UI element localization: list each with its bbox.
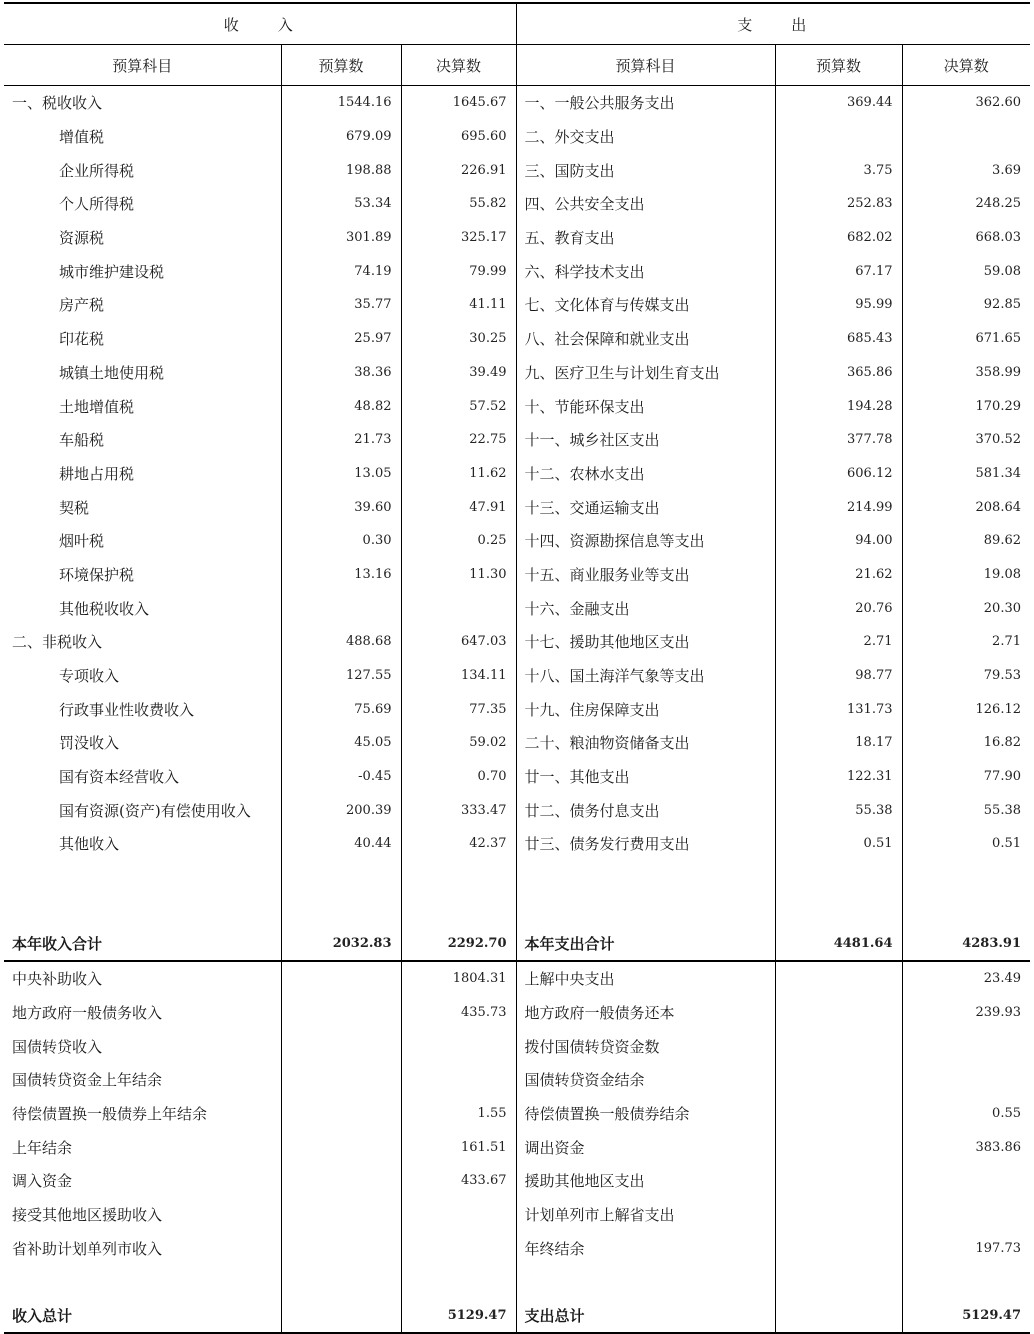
income-item-final: 77.35	[401, 692, 516, 726]
spacer-row	[4, 1265, 1030, 1299]
expense-item-budget: 214.99	[775, 490, 902, 524]
expense-item-final: 19.08	[902, 558, 1030, 592]
table-row	[4, 726, 1030, 760]
expense-item-final: 248.25	[902, 187, 1030, 221]
income-item-label: 二、非税收入	[12, 633, 103, 652]
transfer-income-budget	[281, 1029, 401, 1063]
income-item-budget: -0.45	[281, 760, 401, 794]
transfer-expense-label: 国债转贷资金结余	[516, 1063, 775, 1097]
table-row	[4, 457, 1030, 491]
expense-item-final: 79.53	[902, 659, 1030, 693]
expense-item-final: 77.90	[902, 760, 1030, 794]
income-item-label: 城市维护建设税	[59, 262, 165, 281]
table-row	[4, 591, 1030, 625]
income-item-final: 333.47	[401, 793, 516, 827]
income-item-label: 个人所得税	[59, 195, 135, 214]
expense-item-label: 二十、粮油物资储备支出	[516, 726, 775, 760]
transfer-expense-budget	[775, 1198, 902, 1232]
expense-year-total-budget: 4481.64	[775, 927, 902, 961]
income-item-budget: 200.39	[281, 793, 401, 827]
table-row	[4, 625, 1030, 659]
table-row	[4, 86, 1030, 120]
income-section-header: 收 入	[4, 3, 516, 45]
transfer-expense-final	[902, 1198, 1030, 1232]
income-item-final: 47.91	[401, 490, 516, 524]
column-header-row	[4, 45, 1030, 86]
expense-item-budget: 252.83	[775, 187, 902, 221]
expense-item-final	[902, 120, 1030, 154]
expense-final-header: 决算数	[902, 45, 1030, 86]
transfer-expense-budget	[775, 1063, 902, 1097]
table-row	[4, 1097, 1030, 1131]
expense-item-budget: 95.99	[775, 288, 902, 322]
income-item-budget: 488.68	[281, 625, 401, 659]
transfer-income-label: 接受其他地区援助收入	[12, 1205, 163, 1224]
table-row	[4, 1164, 1030, 1198]
income-item-label: 一、税收收入	[12, 94, 103, 113]
income-item-budget: 301.89	[281, 221, 401, 255]
transfer-income-budget	[281, 1130, 401, 1164]
transfer-expense-final: 383.86	[902, 1130, 1030, 1164]
table-row	[4, 1063, 1030, 1097]
transfer-income-final	[401, 1029, 516, 1063]
table-row	[4, 524, 1030, 558]
transfer-expense-budget	[775, 961, 902, 996]
expense-item-label: 十一、城乡社区支出	[516, 423, 775, 457]
expense-item-label: 八、社会保障和就业支出	[516, 322, 775, 356]
table-row	[4, 322, 1030, 356]
table-row	[4, 996, 1030, 1030]
expense-item-final: 362.60	[902, 86, 1030, 120]
table-row	[4, 423, 1030, 457]
transfer-income-budget	[281, 961, 401, 996]
expense-item-final: 126.12	[902, 692, 1030, 726]
expense-item-label: 十七、援助其他地区支出	[516, 625, 775, 659]
table-row	[4, 356, 1030, 390]
expense-item-final: 170.29	[902, 389, 1030, 423]
transfer-expense-final	[902, 1164, 1030, 1198]
table-row	[4, 254, 1030, 288]
income-item-final: 42.37	[401, 827, 516, 861]
expense-item-final: 16.82	[902, 726, 1030, 760]
table-row	[4, 1231, 1030, 1265]
expense-item-final: 92.85	[902, 288, 1030, 322]
expense-item-budget: 131.73	[775, 692, 902, 726]
income-year-total-budget: 2032.83	[281, 927, 401, 961]
table-row	[4, 961, 1030, 996]
income-item-label: 土地增值税	[59, 397, 135, 416]
income-item-final: 30.25	[401, 322, 516, 356]
expense-item-label: 二、外交支出	[516, 120, 775, 154]
transfer-expense-final: 197.73	[902, 1231, 1030, 1265]
expense-item-final: 55.38	[902, 793, 1030, 827]
income-item-budget: 198.88	[281, 153, 401, 187]
income-item-budget: 38.36	[281, 356, 401, 390]
income-item-label: 房产税	[59, 296, 105, 315]
transfer-expense-final: 23.49	[902, 961, 1030, 996]
table-row	[4, 1029, 1030, 1063]
budget-final-account-table	[4, 2, 1030, 1334]
expense-item-label: 十四、资源勘探信息等支出	[516, 524, 775, 558]
transfer-expense-label: 援助其他地区支出	[516, 1164, 775, 1198]
transfer-expense-label: 待偿债置换一般债券结余	[516, 1097, 775, 1131]
section-header-row	[4, 3, 1030, 45]
income-item-label: 耕地占用税	[59, 464, 135, 483]
expense-item-final: 581.34	[902, 457, 1030, 491]
expense-item-label: 十五、商业服务业等支出	[516, 558, 775, 592]
income-item-label: 增值税	[59, 128, 105, 147]
table-row	[4, 187, 1030, 221]
income-item-budget: 40.44	[281, 827, 401, 861]
expense-item-budget: 377.78	[775, 423, 902, 457]
budget-table-sheet	[4, 2, 1030, 1330]
expense-item-label: 廿二、债务付息支出	[516, 793, 775, 827]
income-item-final: 0.25	[401, 524, 516, 558]
transfer-income-budget	[281, 1231, 401, 1265]
transfer-income-label: 待偿债置换一般债券上年结余	[12, 1104, 208, 1123]
expense-item-label: 三、国防支出	[516, 153, 775, 187]
expense-item-final: 0.51	[902, 827, 1030, 861]
income-item-label: 行政事业性收费收入	[59, 700, 195, 719]
spacer-row	[4, 861, 1030, 927]
year-total-row	[4, 927, 1030, 961]
expense-item-label: 五、教育支出	[516, 221, 775, 255]
expense-item-budget	[775, 120, 902, 154]
income-item-final: 59.02	[401, 726, 516, 760]
income-item-label: 印花税	[59, 330, 105, 349]
income-item-budget: 679.09	[281, 120, 401, 154]
table-row	[4, 120, 1030, 154]
income-item-budget: 21.73	[281, 423, 401, 457]
income-item-budget: 48.82	[281, 389, 401, 423]
income-item-final: 226.91	[401, 153, 516, 187]
expense-item-label: 六、科学技术支出	[516, 254, 775, 288]
expense-item-label: 一、一般公共服务支出	[516, 86, 775, 120]
transfer-income-final: 1.55	[401, 1097, 516, 1131]
income-grand-total-final: 5129.47	[401, 1299, 516, 1333]
expense-item-label: 七、文化体育与传媒支出	[516, 288, 775, 322]
expense-item-budget: 365.86	[775, 356, 902, 390]
expense-item-label: 十九、住房保障支出	[516, 692, 775, 726]
transfer-expense-label: 计划单列市上解省支出	[516, 1198, 775, 1232]
income-year-total-final: 2292.70	[401, 927, 516, 961]
income-item-label: 其他税收收入	[59, 599, 150, 618]
income-item-budget: 53.34	[281, 187, 401, 221]
income-item-label: 契税	[59, 498, 90, 517]
income-item-budget: 75.69	[281, 692, 401, 726]
table-row	[4, 153, 1030, 187]
expense-item-budget: 18.17	[775, 726, 902, 760]
expense-item-budget: 67.17	[775, 254, 902, 288]
income-item-budget: 0.30	[281, 524, 401, 558]
income-item-label: 城镇土地使用税	[59, 363, 165, 382]
expense-item-budget: 685.43	[775, 322, 902, 356]
income-item-final: 79.99	[401, 254, 516, 288]
income-item-final: 1645.67	[401, 86, 516, 120]
income-item-label: 车船税	[59, 431, 105, 450]
transfer-expense-budget	[775, 1130, 902, 1164]
transfer-income-final: 433.67	[401, 1164, 516, 1198]
income-item-budget: 74.19	[281, 254, 401, 288]
transfer-income-label: 地方政府一般债务收入	[12, 1003, 163, 1022]
table-row	[4, 1198, 1030, 1232]
expense-item-budget: 122.31	[775, 760, 902, 794]
transfer-income-final: 435.73	[401, 996, 516, 1030]
income-year-total-label: 本年收入合计	[4, 927, 281, 961]
grand-total-body	[4, 1265, 1030, 1333]
expense-year-total-label: 本年支出合计	[516, 927, 775, 961]
expense-item-budget: 606.12	[775, 457, 902, 491]
income-item-label: 资源税	[59, 229, 105, 248]
transfer-expense-budget	[775, 996, 902, 1030]
table-row	[4, 389, 1030, 423]
table-row	[4, 692, 1030, 726]
expense-item-final: 668.03	[902, 221, 1030, 255]
expense-item-budget: 55.38	[775, 793, 902, 827]
expense-item-budget: 194.28	[775, 389, 902, 423]
transfer-income-budget	[281, 1063, 401, 1097]
income-item-label: 国有资源(资产)有偿使用收入	[59, 801, 251, 820]
income-item-label: 企业所得税	[59, 161, 135, 180]
table-row	[4, 760, 1030, 794]
income-item-final: 647.03	[401, 625, 516, 659]
expense-year-total-final: 4283.91	[902, 927, 1030, 961]
table-row	[4, 288, 1030, 322]
transfer-income-label: 中央补助收入	[12, 970, 103, 989]
transfer-expense-label: 上解中央支出	[516, 961, 775, 996]
expense-item-budget: 20.76	[775, 591, 902, 625]
income-item-budget: 1544.16	[281, 86, 401, 120]
income-item-budget: 13.05	[281, 457, 401, 491]
transfer-income-label: 省补助计划单列市收入	[12, 1239, 163, 1258]
main-body	[4, 86, 1030, 861]
income-item-label: 烟叶税	[59, 532, 105, 551]
expense-item-budget: 21.62	[775, 558, 902, 592]
grand-total-row	[4, 1299, 1030, 1333]
transfer-expense-label: 拨付国债转贷资金数	[516, 1029, 775, 1063]
expense-item-label: 九、医疗卫生与计划生育支出	[516, 356, 775, 390]
income-item-final: 11.30	[401, 558, 516, 592]
income-item-label: 专项收入	[59, 667, 120, 686]
expense-item-final: 671.65	[902, 322, 1030, 356]
transfer-income-label: 国债转贷资金上年结余	[12, 1071, 163, 1090]
transfer-expense-label: 地方政府一般债务还本	[516, 996, 775, 1030]
expense-item-label: 十六、金融支出	[516, 591, 775, 625]
transfer-income-label: 调入资金	[12, 1172, 73, 1191]
income-item-label: 环境保护税	[59, 565, 135, 584]
expense-item-label: 十、节能环保支出	[516, 389, 775, 423]
expense-item-final: 358.99	[902, 356, 1030, 390]
expense-item-budget: 682.02	[775, 221, 902, 255]
expense-item-label: 十三、交通运输支出	[516, 490, 775, 524]
transfer-expense-final	[902, 1029, 1030, 1063]
income-item-label: 国有资本经营收入	[59, 768, 180, 787]
expense-item-budget: 2.71	[775, 625, 902, 659]
expense-item-label: 十八、国土海洋气象等支出	[516, 659, 775, 693]
expense-item-final: 20.30	[902, 591, 1030, 625]
income-item-budget: 35.77	[281, 288, 401, 322]
table-row	[4, 793, 1030, 827]
income-item-budget: 25.97	[281, 322, 401, 356]
income-item-final: 22.75	[401, 423, 516, 457]
income-item-final: 0.70	[401, 760, 516, 794]
expense-item-label: 四、公共安全支出	[516, 187, 775, 221]
expense-grand-total-budget	[775, 1299, 902, 1333]
table-row	[4, 490, 1030, 524]
income-item-budget: 45.05	[281, 726, 401, 760]
transfer-income-final	[401, 1231, 516, 1265]
income-item-final: 41.11	[401, 288, 516, 322]
transfer-body	[4, 961, 1030, 1265]
income-item-final: 325.17	[401, 221, 516, 255]
expense-grand-total-final: 5129.47	[902, 1299, 1030, 1333]
expense-item-label: 十二、农林水支出	[516, 457, 775, 491]
expense-item-budget: 0.51	[775, 827, 902, 861]
income-item-final: 11.62	[401, 457, 516, 491]
expense-item-header: 预算科目	[516, 45, 775, 86]
expense-item-budget: 369.44	[775, 86, 902, 120]
income-item-label: 其他收入	[59, 835, 120, 854]
transfer-expense-label: 调出资金	[516, 1130, 775, 1164]
transfer-income-label: 国债转贷收入	[12, 1037, 103, 1056]
income-item-budget: 127.55	[281, 659, 401, 693]
income-item-budget: 39.60	[281, 490, 401, 524]
table-row	[4, 1130, 1030, 1164]
expense-item-final: 59.08	[902, 254, 1030, 288]
income-item-final: 134.11	[401, 659, 516, 693]
income-item-final	[401, 591, 516, 625]
transfer-income-budget	[281, 1198, 401, 1232]
income-item-budget: 13.16	[281, 558, 401, 592]
income-grand-total-label: 收入总计	[4, 1299, 281, 1333]
transfer-expense-final: 239.93	[902, 996, 1030, 1030]
expense-item-final: 3.69	[902, 153, 1030, 187]
income-item-final: 55.82	[401, 187, 516, 221]
income-item-budget	[281, 591, 401, 625]
income-item-header: 预算科目	[4, 45, 281, 86]
transfer-expense-budget	[775, 1029, 902, 1063]
expense-item-final: 370.52	[902, 423, 1030, 457]
income-item-final: 57.52	[401, 389, 516, 423]
expense-item-budget: 94.00	[775, 524, 902, 558]
transfer-expense-final	[902, 1063, 1030, 1097]
expense-item-final: 208.64	[902, 490, 1030, 524]
expense-item-budget: 3.75	[775, 153, 902, 187]
income-final-header: 决算数	[401, 45, 516, 86]
income-item-final: 39.49	[401, 356, 516, 390]
table-row	[4, 221, 1030, 255]
transfer-income-budget	[281, 1097, 401, 1131]
transfer-expense-label: 年终结余	[516, 1231, 775, 1265]
transfer-income-budget	[281, 1164, 401, 1198]
income-budget-header: 预算数	[281, 45, 401, 86]
transfer-expense-budget	[775, 1164, 902, 1198]
expense-grand-total-label: 支出总计	[516, 1299, 775, 1333]
income-item-label: 罚没收入	[59, 734, 120, 753]
table-row	[4, 659, 1030, 693]
transfer-income-final: 161.51	[401, 1130, 516, 1164]
expense-item-budget: 98.77	[775, 659, 902, 693]
income-grand-total-budget	[281, 1299, 401, 1333]
expense-item-final: 89.62	[902, 524, 1030, 558]
expense-item-label: 廿一、其他支出	[516, 760, 775, 794]
transfer-income-final	[401, 1063, 516, 1097]
transfer-income-final: 1804.31	[401, 961, 516, 996]
transfer-income-budget	[281, 996, 401, 1030]
year-total-body	[4, 861, 1030, 961]
transfer-income-final	[401, 1198, 516, 1232]
table-row	[4, 558, 1030, 592]
income-item-final: 695.60	[401, 120, 516, 154]
transfer-income-label: 上年结余	[12, 1138, 73, 1157]
expense-section-header: 支 出	[516, 3, 1030, 45]
table-row	[4, 827, 1030, 861]
expense-item-label: 廿三、债务发行费用支出	[516, 827, 775, 861]
transfer-expense-budget	[775, 1097, 902, 1131]
expense-budget-header: 预算数	[775, 45, 902, 86]
transfer-expense-final: 0.55	[902, 1097, 1030, 1131]
transfer-expense-budget	[775, 1231, 902, 1265]
expense-item-final: 2.71	[902, 625, 1030, 659]
